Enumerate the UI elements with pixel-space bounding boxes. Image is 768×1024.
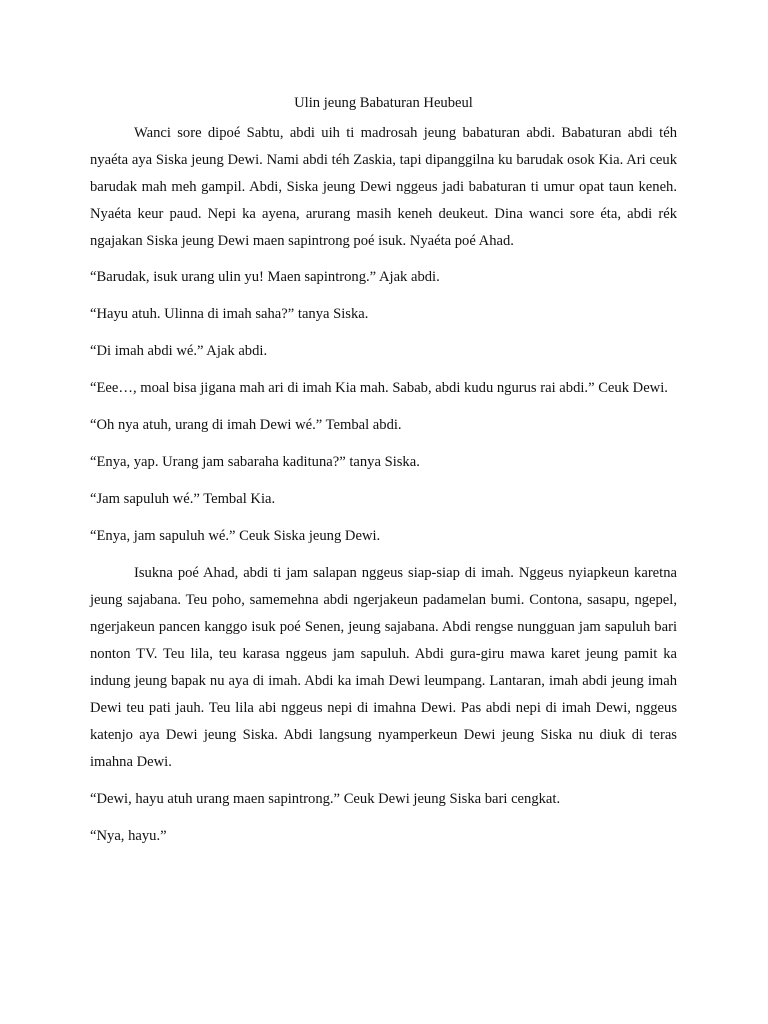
paragraph: “Hayu atuh. Ulinna di imah saha?” tanya Siska. — [90, 306, 369, 322]
paragraph: “Barudak, isuk urang ulin yu! Maen sapintrong.” Ajak abdi. — [90, 269, 440, 285]
document-title: Ulin jeung Babaturan Heubeul — [294, 95, 473, 111]
paragraph: “Di imah abdi wé.” Ajak abdi. — [90, 343, 268, 359]
document-page — [90, 92, 677, 850]
paragraph: “Dewi, hayu atuh urang maen sapintrong.” Ceuk Dewi jeung Siska bari cengkat. — [90, 791, 561, 807]
paragraph: “Enya, jam sapuluh wé.” Ceuk Siska jeung Dewi. — [90, 528, 381, 544]
paragraph: “Nya, hayu.” — [90, 828, 167, 844]
paragraph: Isukna poé Ahad, abdi ti jam salapan nggeus siap-siap di imah. Nggeus nyiapkeun karetna jeung sajabana. Teu poho, samemehna abdi ngerjakeun padamelan bumi. Contona, sasapu, ngepel, ngerjakeun pancen kanggo isuk poé Senen, jeung sajabana. Abdi rengse nungguan jam sapuluh bari nonton TV. Teu lila, teu karasa nggeus jam sapuluh. Abdi gura-giru mawa karet jeung pamit ka indung jeung bapak nu aya di imah. Abdi ka imah Dewi leumpang. Lantaran, imah abdi jeung imah Dewi teu pati jauh. Teu lila abi nggeus nepi di imahna Dewi. Pas abdi nepi di imah Dewi, nggeus katenjo aya Dewi jeung Siska. Abdi langsung nyamperkeun Dewi jeung Siska nu diuk di teras imahna Dewi. — [90, 565, 677, 770]
paragraph: “Eee…, moal bisa jigana mah ari di imah Kia mah. Sabab, abdi kudu ngurus rai abdi.” Ceuk Dewi. — [90, 380, 668, 396]
paragraph: “Jam sapuluh wé.” Tembal Kia. — [90, 491, 276, 507]
paragraph: “Enya, yap. Urang jam sabaraha kadituna?” tanya Siska. — [90, 454, 420, 470]
paragraph: Wanci sore dipoé Sabtu, abdi uih ti madrosah jeung babaturan abdi. Babaturan abdi téh nyaéta aya Siska jeung Dewi. Nami abdi téh Zaskia, tapi dipanggilna ku barudak osok Kia. Ari ceuk barudak mah meh gampil. Abdi, Siska jeung Dewi nggeus jadi babaturan ti umur opat taun keneh. Nyaéta keur paud. Nepi ka ayena, arurang masih keneh deukeut. Dina wanci sore éta, abdi rék ngajakan Siska jeung Dewi maen sapintrong poé isuk. Nyaéta poé Ahad. — [90, 125, 677, 249]
paragraph: “Oh nya atuh, urang di imah Dewi wé.” Tembal abdi. — [90, 417, 402, 433]
